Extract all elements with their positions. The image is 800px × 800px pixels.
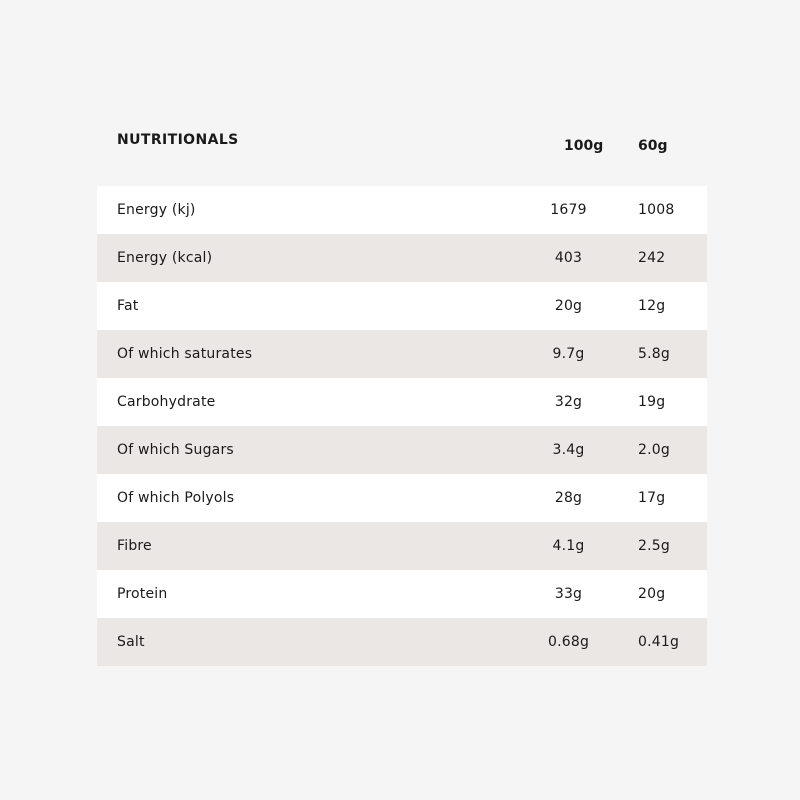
value-per-100g: 9.7g xyxy=(552,346,585,362)
value-per-60g: 2.0g xyxy=(638,442,670,458)
row-label: Carbohydrate xyxy=(117,394,216,410)
value-per-100g: 1679 xyxy=(550,202,587,218)
table-row xyxy=(97,330,707,378)
value-per-100g: 33g xyxy=(554,586,583,602)
table-row xyxy=(97,426,707,474)
value-per-60g: 20g xyxy=(638,586,666,602)
row-label: Energy (kj) xyxy=(117,202,196,218)
table-row xyxy=(97,378,707,426)
value-per-100g: 4.1g xyxy=(552,538,585,554)
row-label: Protein xyxy=(117,586,168,602)
table-title: NUTRITIONALS xyxy=(117,132,239,148)
table-row xyxy=(97,282,707,330)
column-header-60g: 60g xyxy=(638,138,668,154)
value-per-60g: 5.8g xyxy=(638,346,670,362)
row-label: Of which saturates xyxy=(117,346,253,362)
row-label: Salt xyxy=(117,634,145,650)
row-label: Of which Polyols xyxy=(117,490,235,506)
row-label: Fat xyxy=(117,298,139,314)
value-per-60g: 12g xyxy=(638,298,666,314)
table-header xyxy=(97,122,707,186)
row-label: Energy (kcal) xyxy=(117,250,213,266)
value-per-100g: 28g xyxy=(554,490,583,506)
table-row xyxy=(97,522,707,570)
value-per-100g: 20g xyxy=(554,298,583,314)
table-row xyxy=(97,234,707,282)
table-row xyxy=(97,474,707,522)
value-per-60g: 19g xyxy=(638,394,666,410)
value-per-60g: 242 xyxy=(638,250,666,266)
value-per-60g: 0.41g xyxy=(638,634,680,650)
value-per-100g: 0.68g xyxy=(547,634,590,650)
row-label: Of which Sugars xyxy=(117,442,234,458)
row-label: Fibre xyxy=(117,538,152,554)
value-per-60g: 17g xyxy=(638,490,666,506)
value-per-60g: 1008 xyxy=(638,202,675,218)
value-per-100g: 32g xyxy=(554,394,583,410)
table-body xyxy=(97,186,707,666)
table-row xyxy=(97,570,707,618)
table-row xyxy=(97,618,707,666)
table-row xyxy=(97,186,707,234)
nutrition-table xyxy=(97,122,707,666)
value-per-100g: 403 xyxy=(554,250,583,266)
column-header-100g: 100g xyxy=(564,138,604,154)
value-per-100g: 3.4g xyxy=(552,442,585,458)
value-per-60g: 2.5g xyxy=(638,538,670,554)
